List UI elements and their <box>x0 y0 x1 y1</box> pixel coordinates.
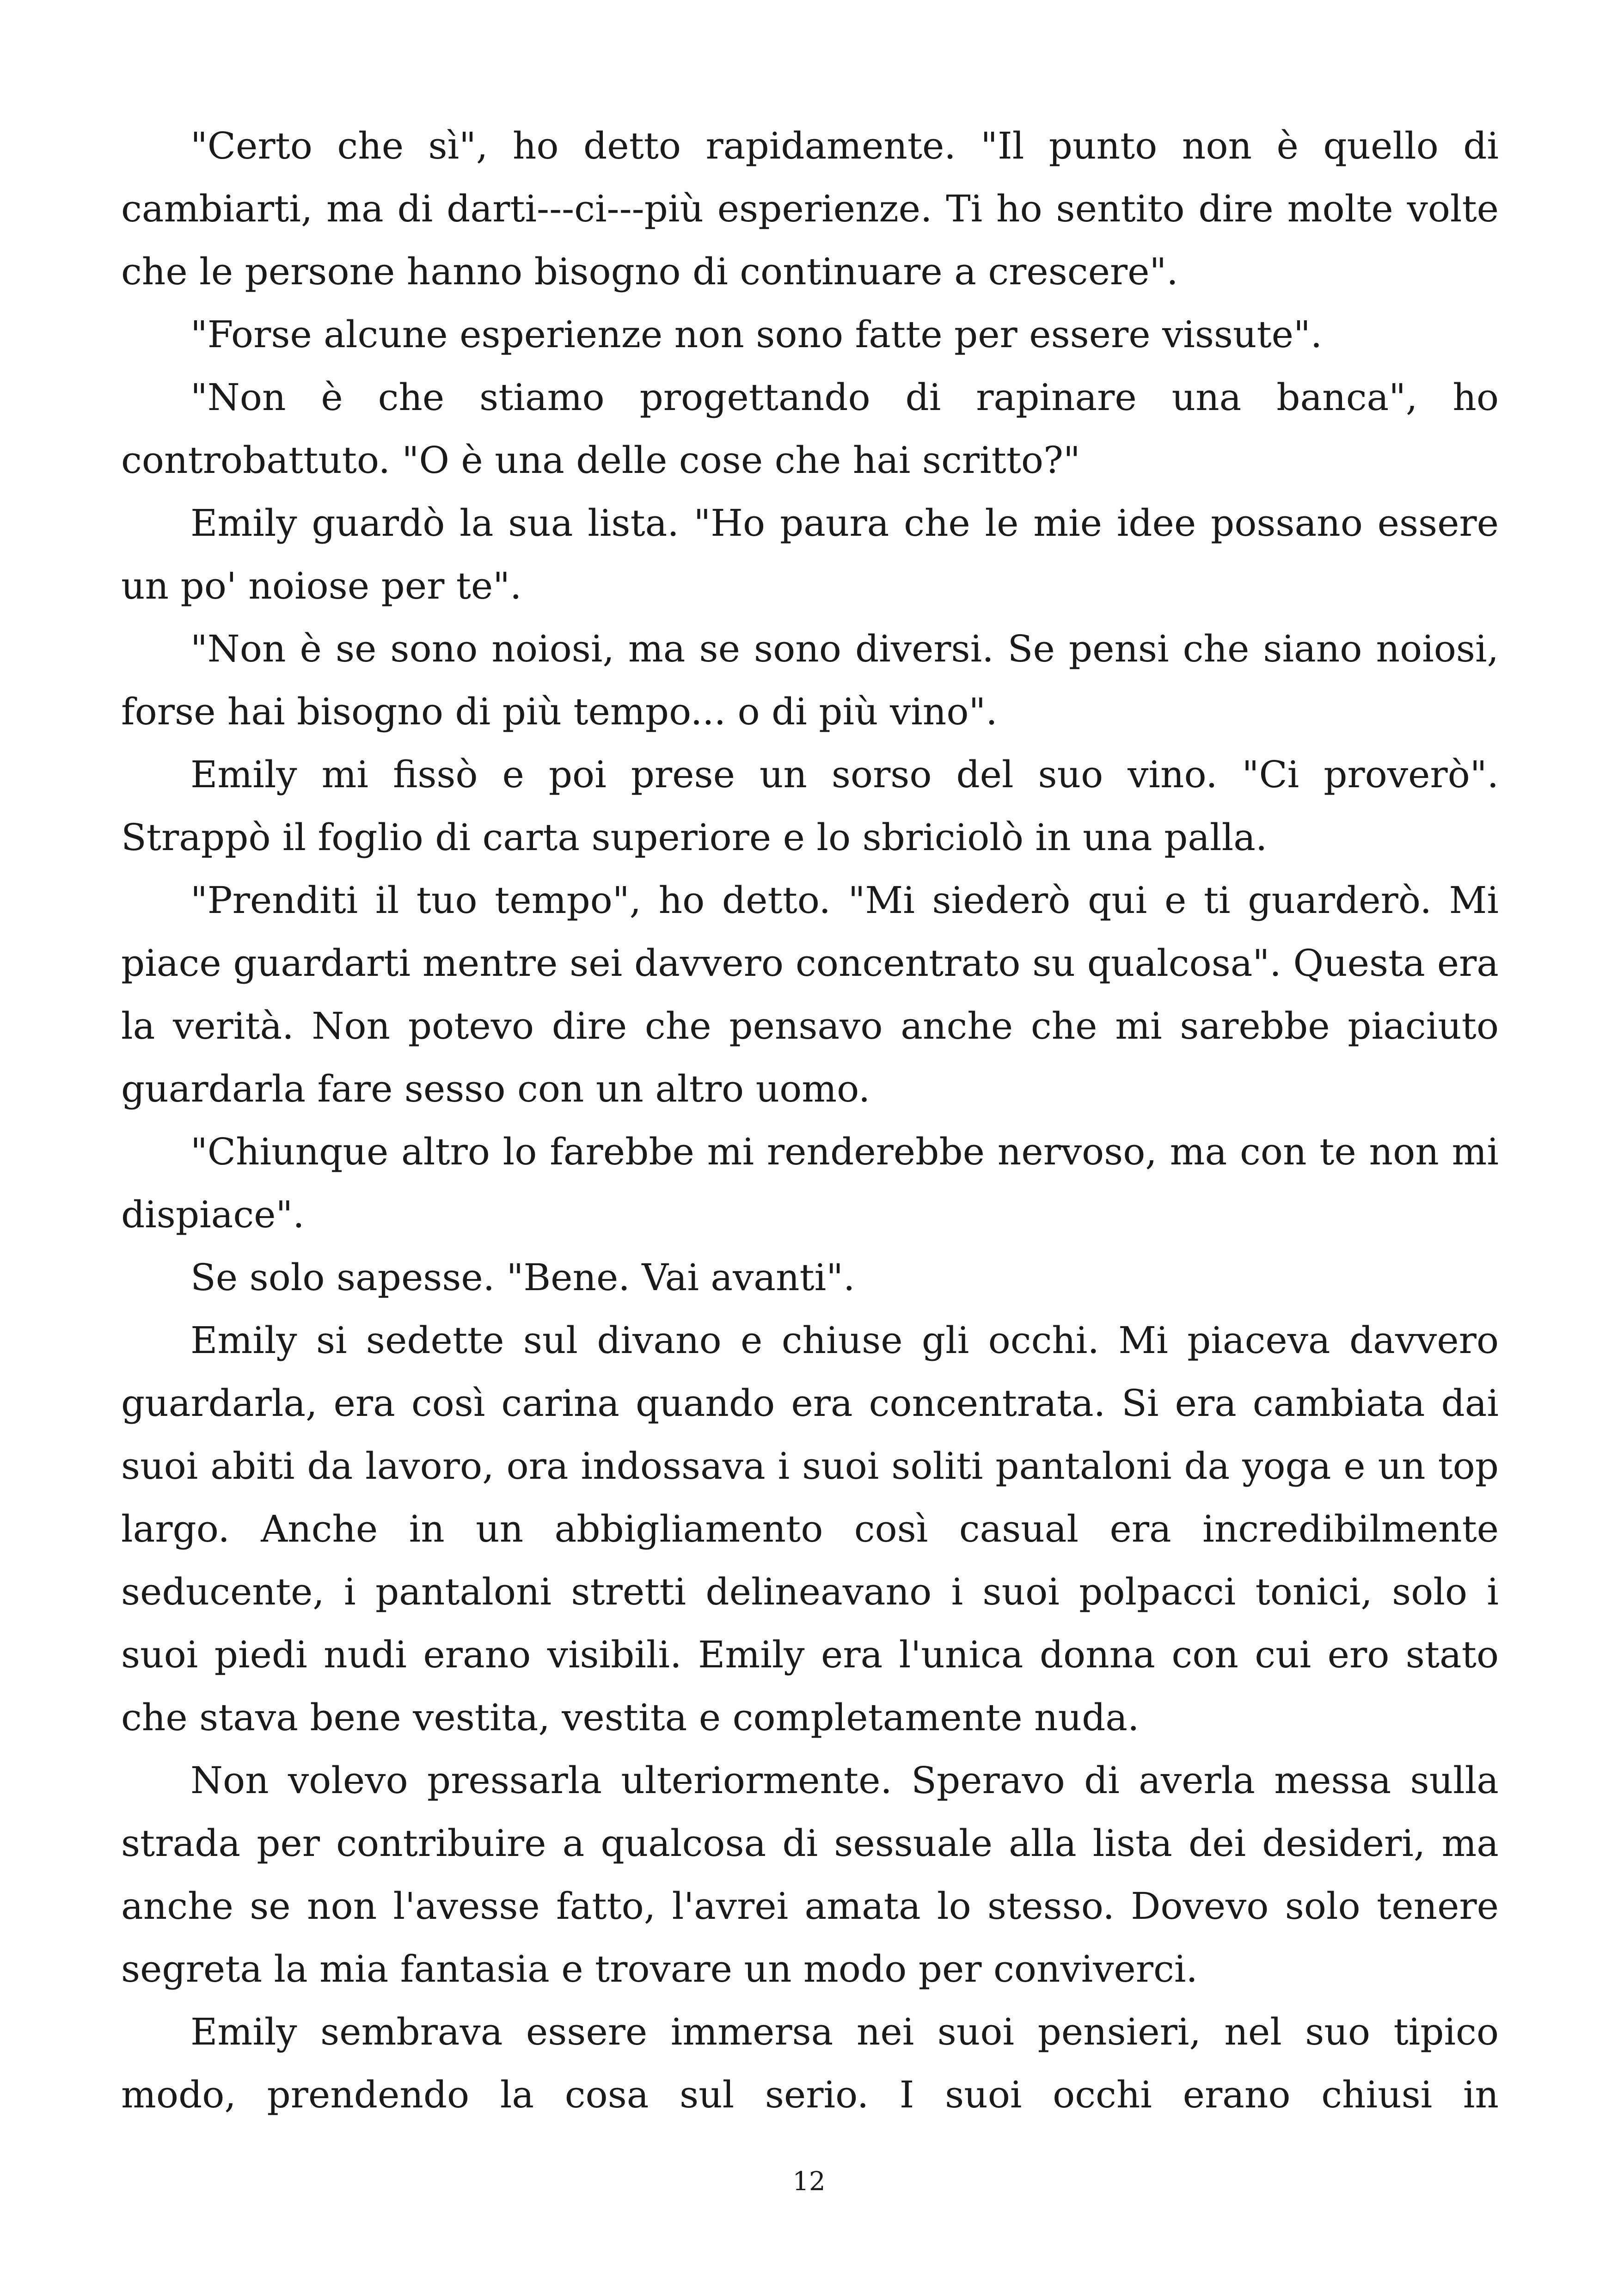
paragraph: "Forse alcune esperienze non sono fatte per essere vissute". <box>190 313 1323 356</box>
paragraph: "Chiunque altro lo farebbe mi renderebbe nervoso, ma con te non mi dispiace". <box>121 1130 1499 1236</box>
paragraph: "Non è che stiamo progettando di rapinare una banca", ho controbattuto. "O è una delle cose che hai scritto?" <box>121 376 1499 482</box>
paragraph: "Certo che sì", ho detto rapidamente. "Il punto non è quello di cambiarti, ma di darti---ci---più esperienze. Ti ho sentito dire molte volte che le persone hanno bisogno di continuare a crescere". <box>121 124 1499 293</box>
body-text <box>121 115 1499 2126</box>
paragraph: Se solo sapesse. "Bene. Vai avanti". <box>190 1256 855 1299</box>
paragraph: "Non è se sono noiosi, ma se sono diversi. Se pensi che siano noiosi, forse hai bisogno di più tempo... o di più vino". <box>121 627 1499 733</box>
page-number: 12 <box>792 2167 826 2197</box>
paragraph: Emily guardò la sua lista. "Ho paura che le mie idee possano essere un po' noiose per te". <box>121 502 1499 607</box>
paragraph: Non volevo pressarla ulteriormente. Speravo di averla messa sulla strada per contribuire a qualcosa di sessuale alla lista dei desideri, ma anche se non l'avesse fatto, l'avrei amata lo stesso. Dovevo solo tenere segreta la mia fantasia e trovare un modo per conviverci. <box>121 1759 1499 1990</box>
paragraph: Emily mi fissò e poi prese un sorso del suo vino. "Ci proverò". Strappò il foglio di carta superiore e lo sbriciolò in una palla. <box>121 753 1499 859</box>
paragraph: "Prenditi il tuo tempo", ho detto. "Mi siederò qui e ti guarderò. Mi piace guardarti mentre sei davvero concentrato su qualcosa". Questa era la verità. Non potevo dire che pensavo anche che mi sarebbe piaciuto guardarla fare sesso con un altro uomo. <box>121 879 1499 1110</box>
paragraph-last: Emily sembrava essere immersa nei suoi pensieri, nel suo tipico modo, prendendo la cosa sul serio. I suoi occhi erano chiusi in <box>121 2010 1499 2116</box>
paragraph: Emily si sedette sul divano e chiuse gli occhi. Mi piaceva davvero guardarla, era così carina quando era concentrata. Si era cambiata dai suoi abiti da lavoro, ora indossava i suoi soliti pantaloni da yoga e un top largo. Anche in un abbigliamento così casual era incredibilmente seducente, i pantaloni stretti delineavano i suoi polpacci tonici, solo i suoi piedi nudi erano visibili. Emily era l'unica donna con cui ero stato che stava bene vestita, vestita e completamente nuda. <box>121 1319 1499 1739</box>
